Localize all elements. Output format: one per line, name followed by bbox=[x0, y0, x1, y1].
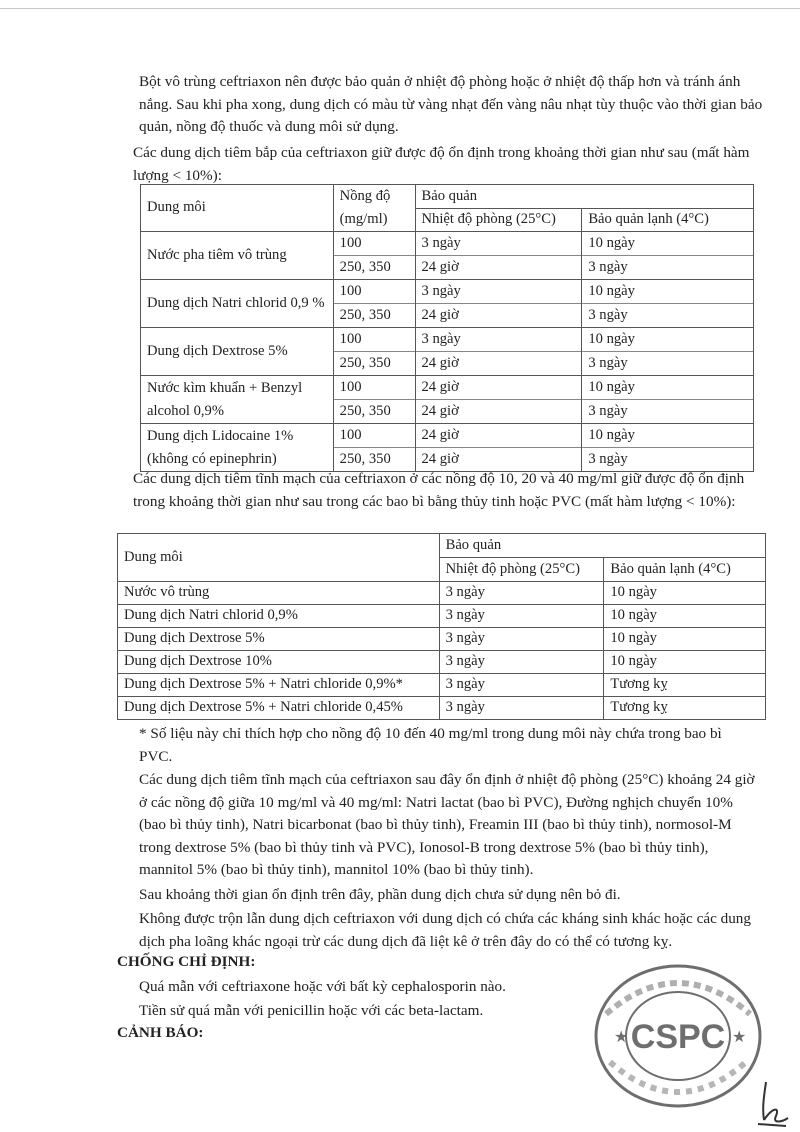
cell-fridge: 10 ngày bbox=[604, 605, 766, 628]
cell-room: 3 ngày 24 giờ bbox=[415, 232, 582, 280]
cell-room: 3 ngày bbox=[439, 651, 604, 674]
th-solvent: Dung môi bbox=[141, 185, 334, 232]
cell-solvent: Nước vô trùng bbox=[118, 582, 440, 605]
iv-intro-paragraph: Các dung dịch tiêm tĩnh mạch của ceftriaxon ở các nồng độ 10, 20 và 40 mg/ml giữ được độ ổn định trong khoảng thời gian như sau trong các bao bì bằng thủy tinh hoặc PVC (mất hàm lượng < 10%): bbox=[133, 470, 745, 510]
iv-stability-table bbox=[117, 533, 766, 720]
th-storage: Bảo quản bbox=[415, 185, 754, 209]
cell-fridge: 10 ngày 3 ngày bbox=[582, 328, 754, 376]
table-row bbox=[118, 697, 766, 720]
cell-solvent: Nước kìm khuẩn + Benzyl alcohol 0,9% bbox=[141, 376, 334, 424]
th-storage: Bảo quản bbox=[439, 534, 765, 558]
no-mixing-paragraph: Không được trộn lẫn dung dịch ceftriaxon với dung dịch có chứa các kháng sinh khác hoặc các dung dịch pha loãng khác ngoại trừ các dung dịch đã liệt kê ở trên đây do có thể có tương kỵ. bbox=[139, 910, 751, 950]
table-row bbox=[141, 424, 754, 472]
company-seal-stamp bbox=[592, 962, 764, 1110]
th-concentration bbox=[333, 185, 415, 232]
cell-fridge: 10 ngày bbox=[604, 582, 766, 605]
cell-solvent: Dung dịch Dextrose 10% bbox=[118, 651, 440, 674]
cell-room: 3 ngày bbox=[439, 674, 604, 697]
th-room-temp: Nhiệt độ phòng (25°C) bbox=[439, 558, 604, 582]
th-conc-line2: (mg/ml) bbox=[339, 211, 388, 227]
im-stability-table bbox=[140, 184, 754, 472]
cell-conc: 100 250, 350 bbox=[333, 280, 415, 328]
cell-room: 3 ngày bbox=[439, 697, 604, 720]
svg-text:★: ★ bbox=[614, 1027, 629, 1046]
cell-solvent: Dung dịch Dextrose 5% bbox=[118, 628, 440, 651]
th-solvent: Dung môi bbox=[118, 534, 440, 582]
discard-paragraph: Sau khoảng thời gian ổn định trên đây, phần dung dịch chưa sử dụng nên bỏ đi. bbox=[139, 886, 621, 903]
cell-solvent: Nước pha tiêm vô trùng bbox=[141, 232, 334, 280]
cell-solvent: Dung dịch Natri chlorid 0,9 % bbox=[141, 280, 334, 328]
cell-conc: 100 250, 350 bbox=[333, 328, 415, 376]
contraindication-item-2: Tiền sử quá mẫn với penicillin hoặc với các beta-lactam. bbox=[139, 1002, 484, 1019]
cell-fridge: 10 ngày 3 ngày bbox=[582, 376, 754, 424]
cell-fridge: 10 ngày 3 ngày bbox=[582, 232, 754, 280]
cell-solvent: Dung dịch Lidocaine 1% (không có epinephrin) bbox=[141, 424, 334, 472]
handwritten-signature bbox=[752, 1078, 792, 1128]
cell-room: 24 giờ 24 giờ bbox=[415, 376, 582, 424]
th-fridge: Bảo quản lạnh (4°C) bbox=[582, 208, 754, 232]
table-row bbox=[141, 232, 754, 280]
table-row bbox=[141, 376, 754, 424]
top-rule bbox=[0, 8, 800, 9]
cell-fridge: 10 ngày bbox=[604, 628, 766, 651]
th-room-temp: Nhiệt độ phòng (25°C) bbox=[415, 208, 582, 232]
cell-room: 3 ngày bbox=[439, 628, 604, 651]
cell-room: 3 ngày 24 giờ bbox=[415, 280, 582, 328]
intro-paragraph-1: Bột vô trùng ceftriaxon nên được bảo quản ở nhiệt độ phòng hoặc ở nhiệt độ thấp hơn và tránh ánh nắng. Sau khi pha xong, dung dịch có màu từ vàng nhạt đến vàng nâu nhạt tùy thuộc vào thời gian bảo quản, nồng độ thuốc và dung môi sử dụng. bbox=[139, 73, 763, 135]
contraindications-heading: CHỐNG CHỈ ĐỊNH: bbox=[117, 953, 256, 970]
cell-fridge: 10 ngày 3 ngày bbox=[582, 424, 754, 472]
cell-conc: 100 250, 350 bbox=[333, 232, 415, 280]
table-row bbox=[118, 674, 766, 697]
cell-room: 3 ngày 24 giờ bbox=[415, 328, 582, 376]
cell-room: 3 ngày bbox=[439, 605, 604, 628]
cell-room: 3 ngày bbox=[439, 582, 604, 605]
warnings-heading: CẢNH BÁO: bbox=[117, 1024, 204, 1041]
th-fridge: Bảo quản lạnh (4°C) bbox=[604, 558, 766, 582]
cell-solvent: Dung dịch Natri chlorid 0,9% bbox=[118, 605, 440, 628]
cell-fridge: 10 ngày 3 ngày bbox=[582, 280, 754, 328]
cell-fridge: 10 ngày bbox=[604, 651, 766, 674]
seal-text: CSPC bbox=[630, 1018, 726, 1056]
table-row bbox=[141, 280, 754, 328]
table-row bbox=[118, 582, 766, 605]
table-row bbox=[141, 328, 754, 376]
table-row bbox=[118, 605, 766, 628]
cell-solvent: Dung dịch Dextrose 5% bbox=[141, 328, 334, 376]
intro-paragraph-2: Các dung dịch tiêm bắp của ceftriaxon giữ được độ ổn định trong khoảng thời gian như sau (mất hàm lượng < 10%): bbox=[133, 144, 750, 184]
contraindication-item-1: Quá mẫn với ceftriaxone hoặc với bất kỳ cephalosporin nào. bbox=[139, 978, 506, 995]
cell-conc: 100 250, 350 bbox=[333, 424, 415, 472]
iv-other-solutions-paragraph: Các dung dịch tiêm tĩnh mạch của ceftriaxon sau đây ổn định ở nhiệt độ phòng (25°C) khoảng 24 giờ ở các nồng độ giữa 10 mg/ml và 40 mg/ml: Natri lactat (bao bì PVC), Đường nghịch chuyển 10% (bao bì thủy tinh), Natri bicarbonat (bao bì thủy tinh), Freamin III (bao bì thủy tinh), normosol-M trong dextrose 5% (bao bì thủy tinh và PVC), Ionosol-B trong dextrose 5% (bao bì thủy tinh), mannitol 5% (bao bì thủy tinh), mannitol 10% (bao bì thủy tinh). bbox=[139, 771, 755, 878]
cell-solvent: Dung dịch Dextrose 5% + Natri chloride 0,9%* bbox=[118, 674, 440, 697]
cell-conc: 100 250, 350 bbox=[333, 376, 415, 424]
cell-room: 24 giờ 24 giờ bbox=[415, 424, 582, 472]
footnote: * Số liệu này chỉ thích hợp cho nồng độ 10 đến 40 mg/ml trong dung môi này chứa trong bao bì PVC. bbox=[139, 725, 722, 765]
cell-solvent: Dung dịch Dextrose 5% + Natri chloride 0,45% bbox=[118, 697, 440, 720]
th-conc-line1: Nồng độ bbox=[339, 188, 391, 204]
table-row bbox=[118, 651, 766, 674]
cell-fridge: Tương kỵ bbox=[604, 674, 766, 697]
svg-text:★: ★ bbox=[732, 1027, 747, 1046]
table-row bbox=[118, 628, 766, 651]
cell-fridge: Tương kỵ bbox=[604, 697, 766, 720]
